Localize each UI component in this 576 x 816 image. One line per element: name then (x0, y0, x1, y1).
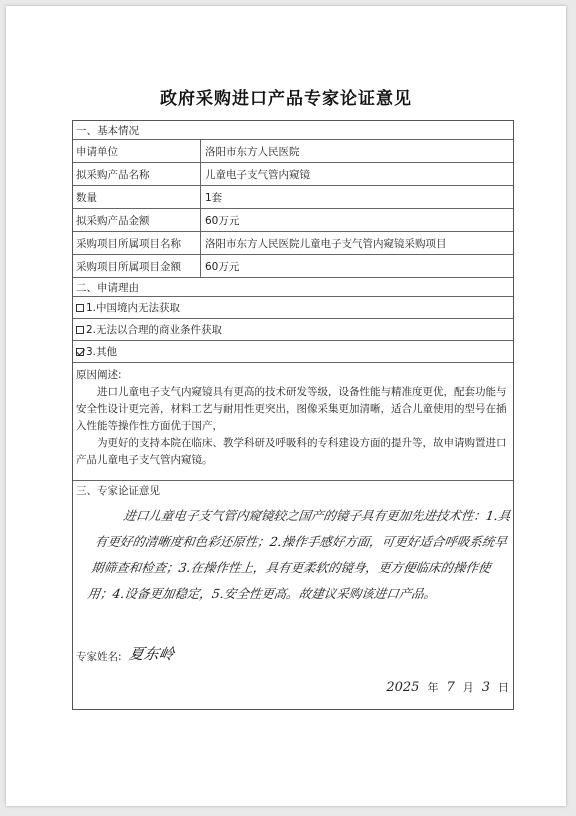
reason-block (73, 363, 513, 481)
section3-heading: 三、专家论证意见 (76, 485, 160, 497)
date-year: 2025 (386, 680, 420, 695)
signature-date (378, 679, 509, 695)
field-label: 采购项目所属项目金额 (73, 255, 201, 277)
field-value: 60万元 (205, 260, 240, 273)
reason-label: 原因阐述: (76, 369, 122, 381)
date-month-unit: 月 (462, 681, 474, 694)
checkbox-icon (76, 304, 84, 312)
field-value: 洛阳市东方人民医院儿童电子支气管内窥镜采购项目 (205, 237, 447, 250)
handwritten-opinion (86, 503, 525, 607)
table-row (73, 163, 513, 186)
checked-checkbox-icon (76, 348, 84, 356)
field-value: 1套 (205, 191, 223, 204)
date-day: 3 (481, 680, 490, 695)
table-row (73, 140, 513, 163)
option-label: 1.中国境内无法获取 (86, 302, 181, 314)
table-row (73, 255, 513, 278)
document-page (6, 6, 566, 806)
date-year-unit: 年 (427, 681, 439, 694)
checkbox-icon (76, 326, 84, 334)
field-value: 洛阳市东方人民医院 (205, 145, 300, 158)
expert-opinion-block (73, 481, 513, 709)
field-value: 60万元 (205, 214, 240, 227)
date-month: 7 (446, 680, 455, 695)
option-row (73, 297, 513, 319)
table-row (73, 186, 513, 209)
section1-heading: 一、基本情况 (73, 121, 513, 140)
date-day-unit: 日 (498, 681, 509, 694)
field-label: 数量 (73, 186, 201, 208)
section2-heading: 二、申请理由 (73, 278, 513, 297)
option-row (73, 319, 513, 341)
field-label: 采购项目所属项目名称 (73, 232, 201, 254)
reason-paragraph: 进口儿童电子支气内窥镜具有更高的技术研发等级，设备性能与精准度更优，配套功能与安全性设计更完善，材料工艺与耐用性更突出，图像采集更加清晰，适合儿童使用的型号在插入性能等操作性方面优于国产， (76, 386, 507, 432)
option-label: 3.其他 (86, 346, 118, 358)
reason-paragraph: 为更好的支持本院在临床、教学科研及呼吸科的专科建设方面的提升等，故申请购置进口产品儿童电子支气管内窥镜。 (76, 437, 507, 466)
field-label: 拟采购产品名称 (73, 163, 201, 185)
form-table (72, 120, 514, 710)
expert-name-label: 专家姓名: (76, 651, 122, 663)
option-row (73, 341, 513, 363)
expert-signature: 夏东岭 (127, 645, 176, 663)
table-row (73, 209, 513, 232)
field-value: 儿童电子支气管内窥镜 (205, 168, 310, 181)
document-title: 政府采购进口产品专家论证意见 (160, 89, 412, 109)
field-label: 申请单位 (73, 140, 201, 162)
field-label: 拟采购产品金额 (73, 209, 201, 231)
table-row (73, 232, 513, 255)
option-label: 2.无法以合理的商业条件获取 (86, 324, 223, 336)
opinion-text: 进口儿童电子支气管内窥镜较之国产的镜子具有更加先进技术性：1.具有更好的清晰度和色彩还原性；2.操作手感好方面，可更好适合呼吸系统早期筛查和检查；3.在操作性上，具有更柔软的镜身，更方便临床的操作使用；4.设备更加稳定，5.安全性更高。故建议采购该进口产品。 (86, 508, 512, 601)
